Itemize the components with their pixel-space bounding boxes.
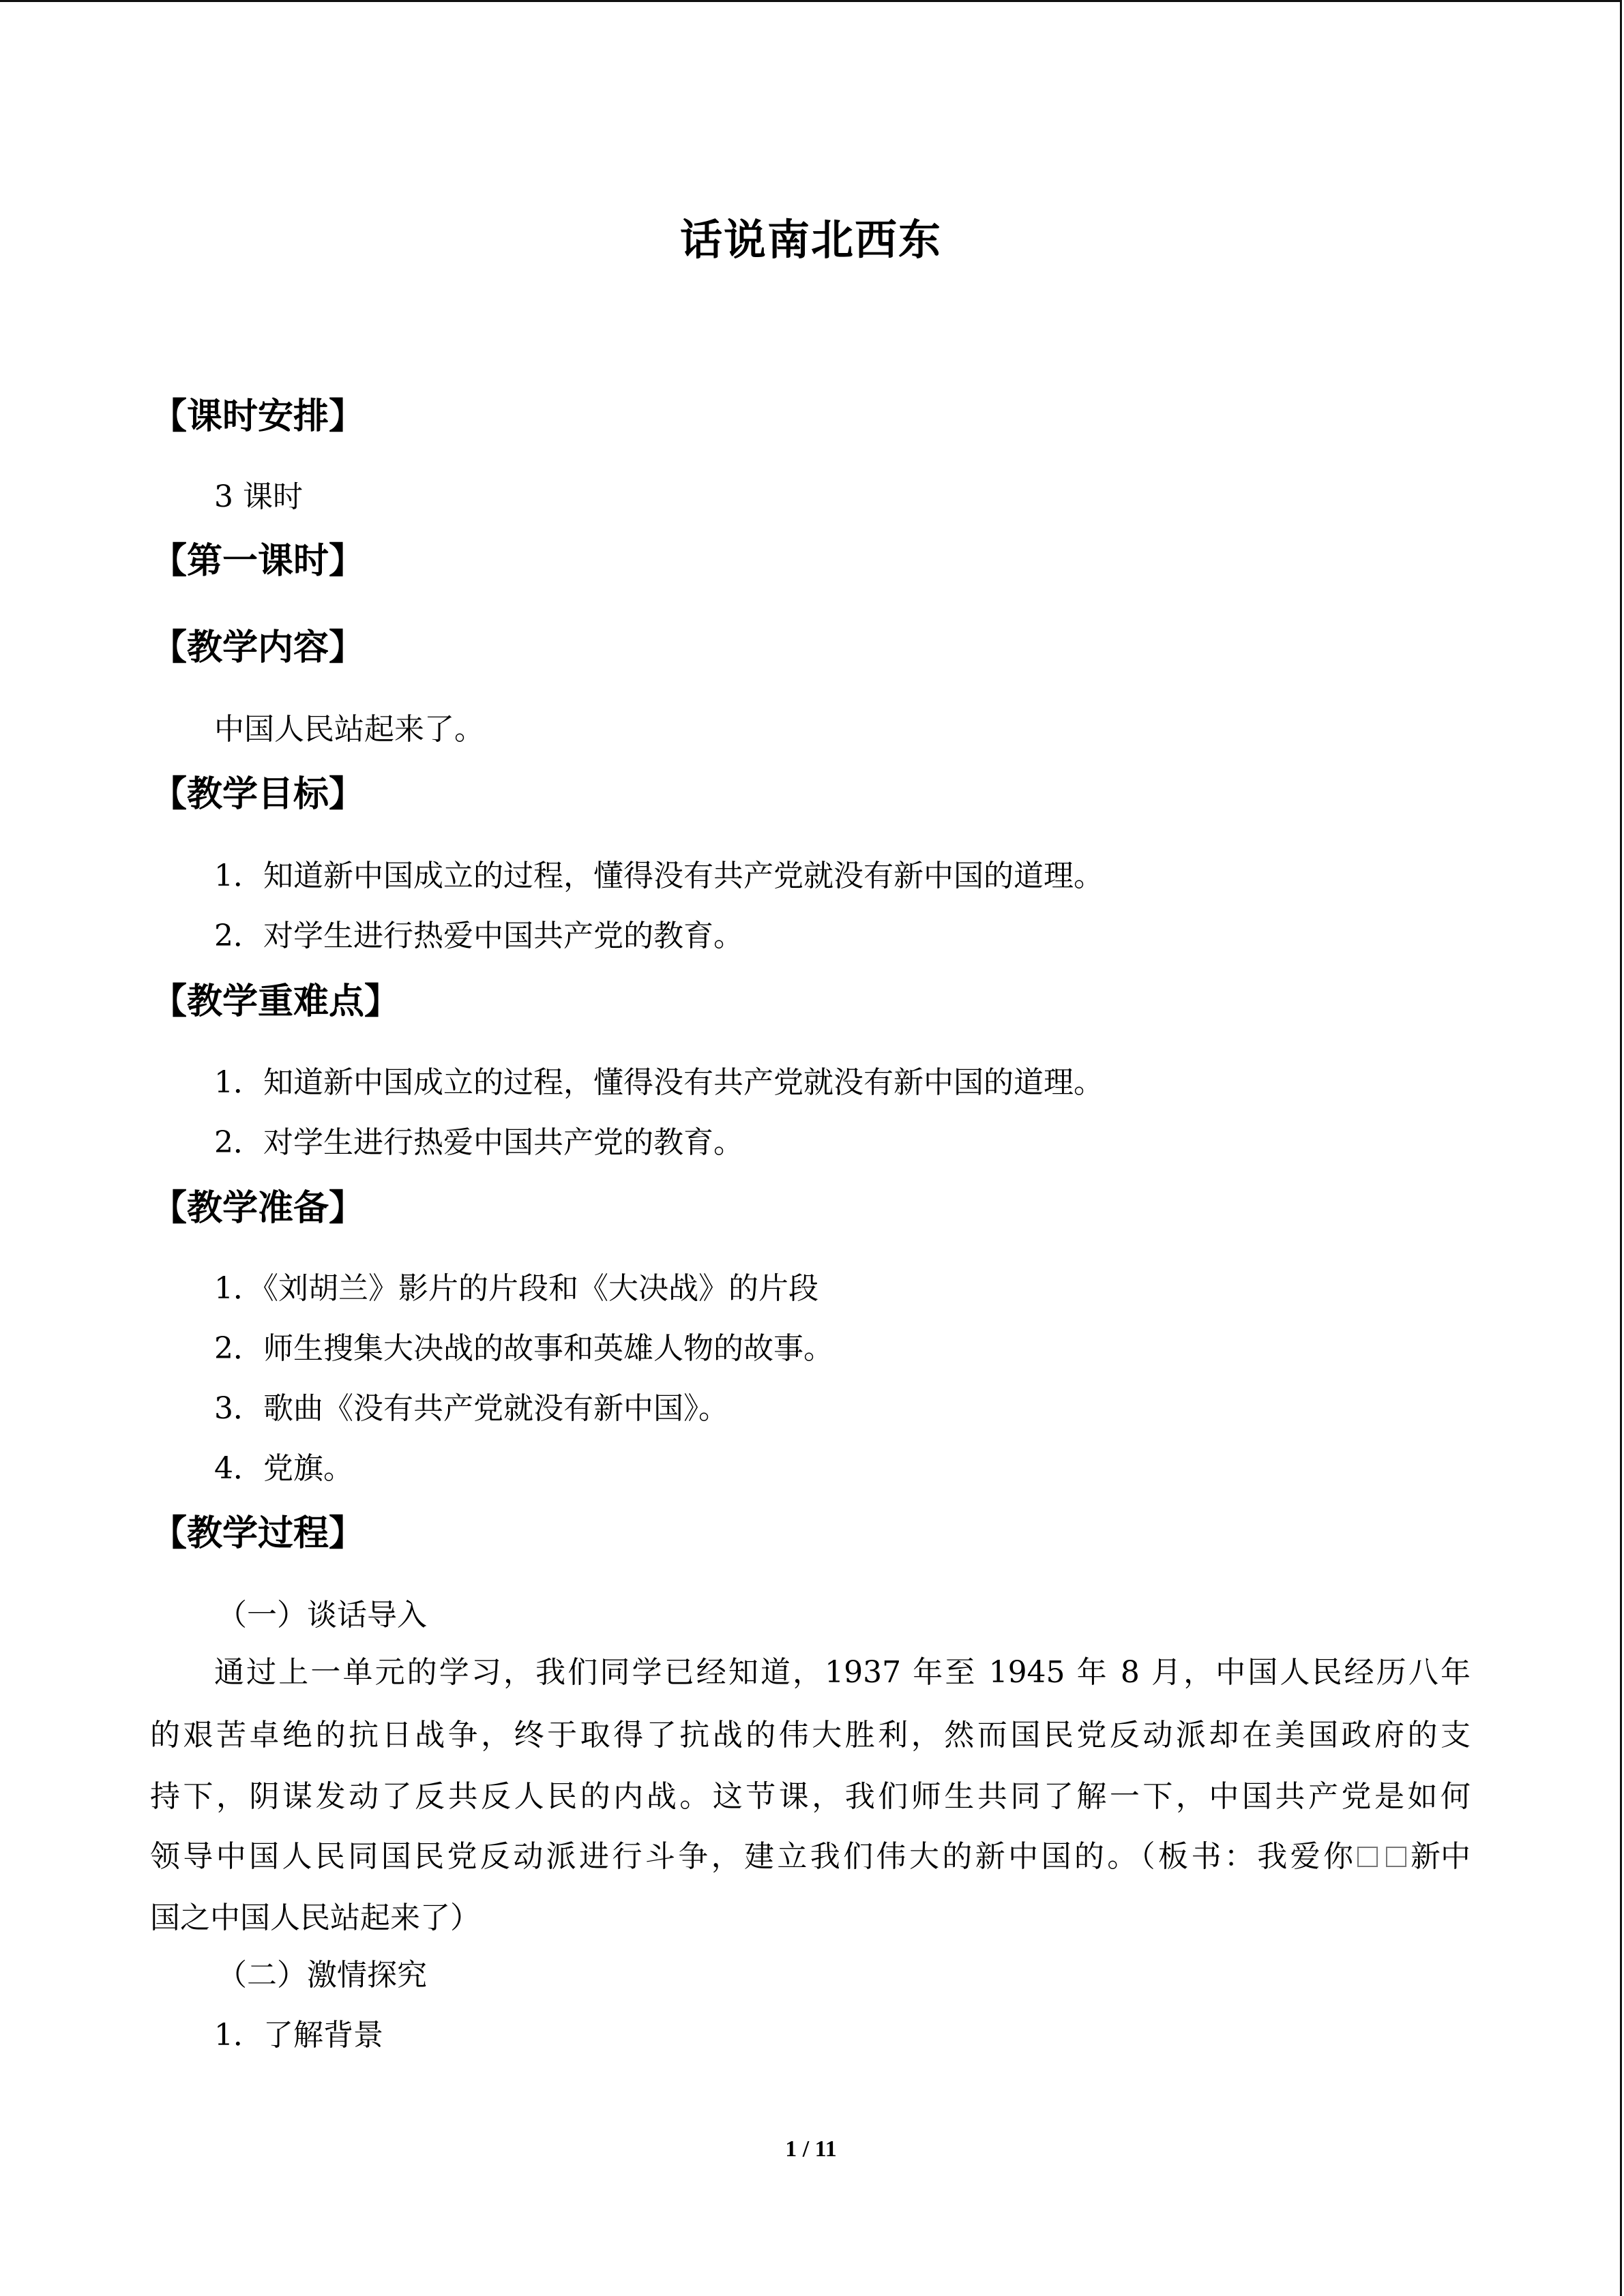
heading-schedule: 【课时安排】	[151, 396, 365, 437]
preparation-item: 4．党旗。	[214, 1451, 353, 1486]
paragraph-line: 国之中国人民站起来了）	[150, 1900, 480, 1935]
paragraph-line-text: 领导中国人民同国民党反动派进行斗争，建立我们伟大的新中国的。（板书：我爱你	[150, 1839, 1353, 1874]
preparation-item: 3．歌曲《没有共产党就没有新中国》。	[214, 1391, 728, 1426]
heading-teaching-content: 【教学内容】	[151, 627, 365, 668]
paragraph-line	[150, 1839, 1471, 1874]
schedule-content: 3 课时	[214, 479, 303, 514]
paragraph-line: 通过上一单元的学习，我们同学已经知道，1937 年至 1945 年 8 月，中国人民经历八年	[214, 1655, 1471, 1690]
blank-box	[1386, 1847, 1406, 1867]
document-title: 话说南北西东	[679, 215, 942, 265]
heading-key-points: 【教学重难点】	[151, 981, 400, 1022]
heading-teaching-process: 【教学过程】	[151, 1513, 365, 1554]
heading-first-lesson: 【第一课时】	[151, 541, 365, 582]
paragraph-line-tail: 新中	[1411, 1839, 1471, 1874]
paragraph-line: 的艰苦卓绝的抗日战争，终于取得了抗战的伟大胜利，然而国民党反动派却在美国政府的支	[150, 1718, 1471, 1753]
process-part2-title: （二）激情探究	[217, 1958, 427, 1993]
blank-box	[1357, 1847, 1378, 1867]
key-point-item: 2．对学生进行热爱中国共产党的教育。	[214, 1125, 743, 1160]
paragraph-line: 持下，阴谋发动了反共反人民的内战。这节课，我们师生共同了解一下，中国共产党是如何	[150, 1779, 1471, 1814]
key-point-item: 1．知道新中国成立的过程，懂得没有共产党就没有新中国的道理。	[214, 1065, 1104, 1100]
heading-teaching-goals: 【教学目标】	[151, 774, 365, 815]
teaching-content-text: 中国人民站起来了。	[214, 712, 484, 747]
process-step-1: 1．了解背景	[214, 2018, 383, 2053]
preparation-item: 2．师生搜集大决战的故事和英雄人物的故事。	[214, 1331, 833, 1366]
preparation-item: 1．《刘胡兰》影片的片段和《大决战》的片段	[214, 1271, 818, 1306]
heading-preparation: 【教学准备】	[151, 1188, 365, 1229]
page-number: 1 / 11	[785, 2136, 837, 2162]
goal-item: 1．知道新中国成立的过程，懂得没有共产党就没有新中国的道理。	[214, 859, 1104, 893]
process-part1-title: （一）谈话导入	[217, 1598, 427, 1632]
goal-item: 2．对学生进行热爱中国共产党的教育。	[214, 919, 743, 953]
